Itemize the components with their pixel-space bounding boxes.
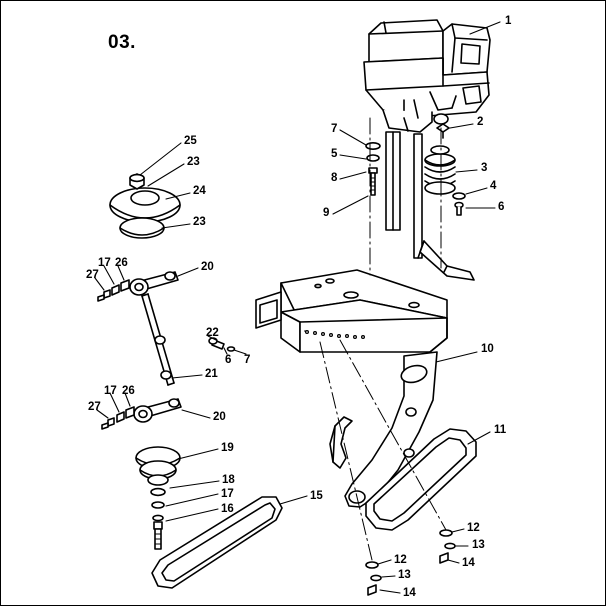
callout-10: 10 [481, 343, 494, 355]
callout-7-mid: 7 [244, 354, 251, 366]
hardware-items-4-6 [453, 193, 465, 215]
callout-3: 3 [481, 162, 488, 174]
callout-6-mid: 6 [225, 354, 232, 366]
callout-13-lower: 13 [398, 569, 411, 581]
callout-11: 11 [494, 424, 507, 436]
lower-pulley-assembly [136, 447, 180, 549]
engine-assembly [364, 20, 490, 132]
callout-26-upper: 26 [115, 257, 128, 269]
callout-25: 25 [184, 135, 197, 147]
engine-mount-column [386, 132, 422, 258]
callout-5: 5 [331, 148, 338, 160]
callout-18: 18 [222, 474, 235, 486]
callout-12-right: 12 [467, 522, 480, 534]
callout-26-lower: 26 [122, 385, 135, 397]
callout-17: 17 [221, 488, 234, 500]
spring-stack [425, 146, 455, 194]
callout-1: 1 [505, 15, 512, 27]
callout-16: 16 [221, 503, 234, 515]
bottom-hardware [366, 530, 455, 595]
callout-27-lower: 27 [88, 401, 101, 413]
callout-7: 7 [331, 123, 338, 135]
callout-8: 8 [331, 172, 338, 184]
callout-2: 2 [477, 116, 484, 128]
callout-20-lower: 20 [213, 411, 226, 423]
callout-15: 15 [310, 490, 323, 502]
upper-spindle-assembly [110, 174, 180, 238]
callout-27-upper: 27 [86, 269, 99, 281]
figure-number: 03. [108, 32, 136, 53]
hardware-item-2 [437, 124, 449, 138]
callout-19: 19 [221, 442, 234, 454]
lower-linkage [102, 399, 181, 429]
callout-23-upper: 23 [187, 156, 200, 168]
callout-4: 4 [490, 180, 497, 192]
control-rod [142, 294, 174, 385]
callout-6: 6 [498, 201, 505, 213]
drive-belt [152, 497, 282, 588]
callout-9: 9 [323, 207, 330, 219]
callout-24: 24 [193, 185, 206, 197]
callout-13-right: 13 [472, 539, 485, 551]
callout-14-lower: 14 [403, 587, 416, 599]
callout-17-upper: 17 [98, 257, 111, 269]
callout-12-lower: 12 [394, 554, 407, 566]
callout-21: 21 [205, 368, 218, 380]
hardware-left-fasteners [366, 143, 380, 195]
callout-17-lower: 17 [104, 385, 117, 397]
callout-14-right: 14 [462, 557, 475, 569]
callout-20-upper: 20 [201, 261, 214, 273]
callout-22: 22 [206, 327, 219, 339]
mid-pin-hardware [209, 338, 235, 351]
callout-23-lower: 23 [193, 216, 206, 228]
